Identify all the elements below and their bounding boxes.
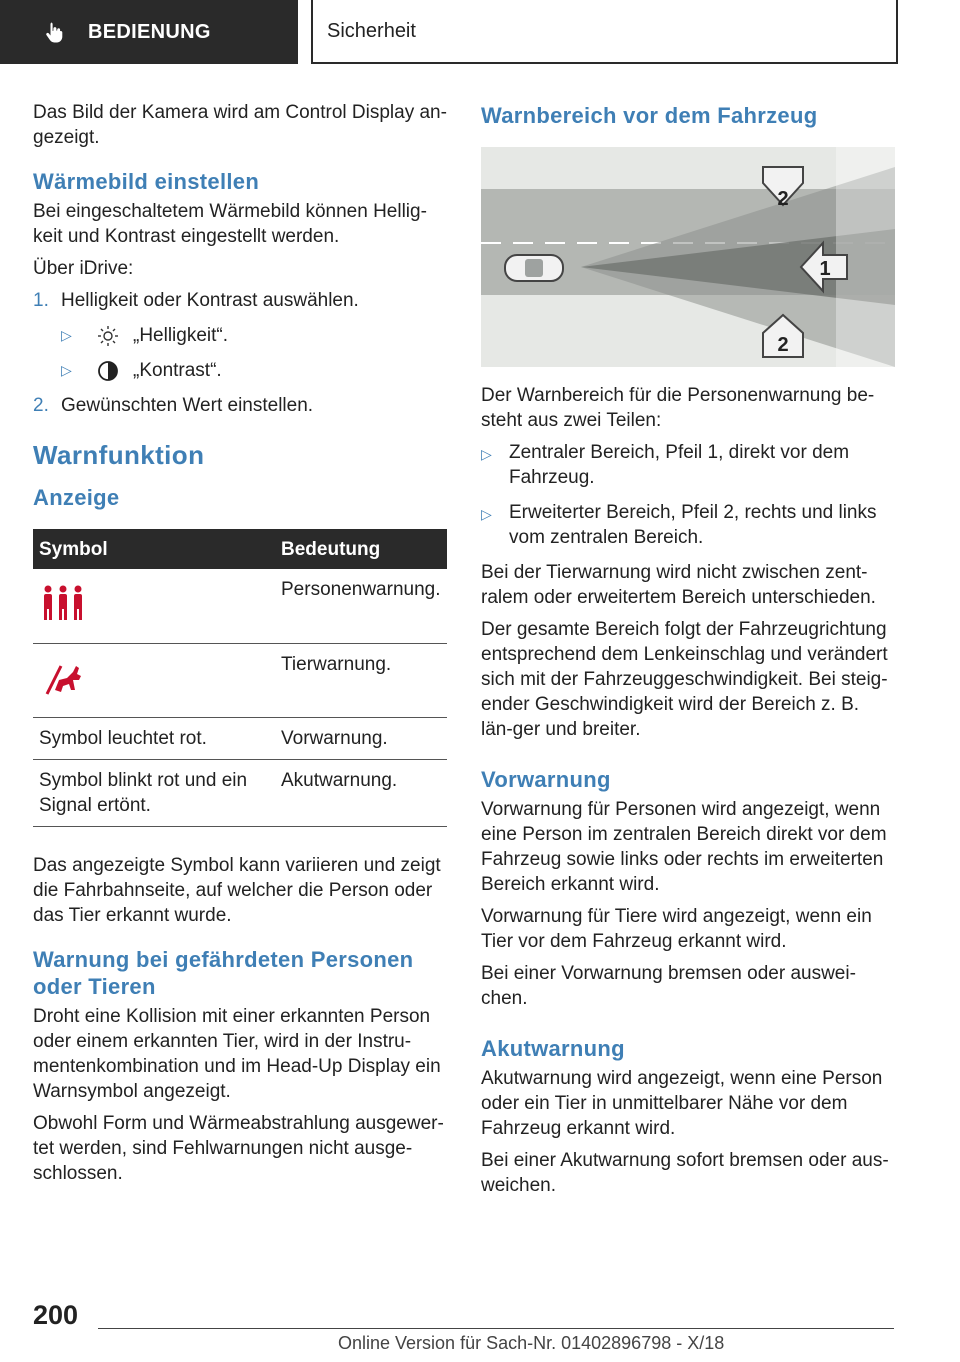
step-2 (33, 393, 447, 418)
bullet-triangle-icon: ▷ (61, 362, 72, 378)
idrive-label: Über iDrive: (33, 258, 134, 279)
substep-text: „Helligkeit“. (133, 325, 229, 346)
brightness-icon (93, 325, 123, 347)
vorwarnung-paragraph-2: Vorwarnung für Tiere wird angezeigt, wenn ein Tier vor dem Fahrzeug erkannt wird. (481, 906, 872, 952)
right-column (481, 100, 895, 1205)
warning-zone-diagram (481, 147, 895, 367)
svg-text:1: 1 (819, 258, 831, 280)
footer-text: Online Version für Sach-Nr. 01402896798 - X/18 (338, 1333, 725, 1353)
heading-warnung: Warnung bei gefährdeten Personen oder Tieren (33, 946, 414, 999)
table-header-meaning: Bedeutung (275, 529, 447, 569)
table-header-row (33, 529, 447, 569)
list-item-text: Zentraler Bereich, Pfeil 1, direkt vor dem Fahrzeug. (509, 442, 850, 488)
heading-akutwarnung: Akutwarnung (481, 1036, 625, 1061)
bereich-paragraph: Der gesamte Bereich folgt der Fahrzeugrichtung entsprechend dem Lenkeinschlag und verändert sich mit der Fahrzeuggeschwindigkeit. Bei steig‐ender Geschwindigkeit wird der Bereich z. B. län‐ger und breiter. (481, 619, 888, 740)
table-row (33, 717, 447, 759)
intro-paragraph: Das Bild der Kamera wird am Control Display an‐gezeigt. (33, 102, 447, 148)
chapter-label: Sicherheit (327, 19, 416, 42)
hand-pointer-icon (42, 20, 66, 44)
table-row (33, 569, 447, 643)
vehicle-icon (505, 255, 563, 281)
heading-anzeige: Anzeige (33, 485, 120, 510)
heading-warnbereich: Warnbereich vor dem Fahrzeug (481, 103, 818, 128)
bullet-triangle-icon: ▷ (61, 327, 72, 343)
table-cell-symbol (33, 569, 275, 643)
table-cell-meaning: Tierwarnung. (275, 643, 447, 717)
list-item (481, 440, 895, 490)
heading-vorwarnung: Vorwarnung (481, 767, 611, 792)
substep-helligkeit (61, 323, 447, 348)
section-label: BEDIENUNG (88, 20, 211, 43)
list-item-text: Erweiterter Bereich, Pfeil 2, rechts und links vom zentralen Bereich. (509, 502, 877, 548)
warnung-paragraph-1: Droht eine Kollision mit einer erkannten Person oder einem erkannten Tier, wird in der Instru‐mentenkombination und im Head-Up Display ein Warnsymbol angezeigt. (33, 1005, 441, 1102)
svg-text:2: 2 (777, 334, 789, 356)
vorwarnung-paragraph-1: Vorwarnung für Personen wird angezeigt, wenn eine Person im zentralen Bereich direkt vor dem Fahrzeug sowie links oder rechts im erweiterten Bereich erkannt wird. (481, 799, 887, 895)
chapter-tab (311, 0, 898, 64)
person-warning-icon (41, 583, 85, 623)
waermebild-paragraph: Bei eingeschaltetem Wärmebild können Hellig‐keit und Kontrast eingestellt werden. (33, 201, 427, 247)
page-number: 200 (33, 1300, 79, 1330)
symbol-table (33, 529, 447, 827)
table-cell-symbol: Symbol blinkt rot und ein Signal ertönt. (33, 759, 275, 826)
step-number: 1. (33, 290, 49, 311)
tierwarnung-paragraph: Bei der Tierwarnung wird nicht zwischen zent‐ralem oder erweitertem Bereich unterschieden. (481, 562, 876, 608)
step-1 (33, 288, 447, 313)
page-header (0, 0, 960, 66)
warnung-paragraph-2: Obwohl Form und Wärmeabstrahlung ausgewer‐tet werden, sind Fehlwarnungen nicht ausge‐schlossen. (33, 1112, 444, 1184)
left-column (33, 100, 447, 1193)
table-cell-meaning: Vorwarnung. (275, 717, 447, 759)
heading-waermebild: Wärmebild einstellen (33, 169, 260, 194)
bullet-triangle-icon: ▷ (481, 506, 492, 522)
akutwarnung-paragraph-2: Bei einer Akutwarnung sofort bremsen oder aus‐weichen. (481, 1150, 889, 1196)
table-cell-meaning: Akutwarnung. (275, 759, 447, 826)
table-row (33, 759, 447, 826)
step-text: Gewünschten Wert einstellen. (61, 395, 314, 416)
table-cell-symbol: Symbol leuchtet rot. (33, 717, 275, 759)
substep-text: „Kontrast“. (133, 360, 222, 381)
bullet-triangle-icon: ▷ (481, 446, 492, 462)
footer-divider (98, 1328, 894, 1329)
table-cell-symbol (33, 643, 275, 717)
after-table-paragraph: Das angezeigte Symbol kann variieren und zeigt die Fahrbahnseite, auf welcher die Person oder das Tier erkannt wurde. (33, 854, 441, 926)
step-text: Helligkeit oder Kontrast auswählen. (61, 290, 359, 311)
akutwarnung-paragraph-1: Akutwarnung wird angezeigt, wenn eine Person oder ein Tier in unmittelbarer Nähe vor dem Fahrzeug erkannt wird. (481, 1068, 883, 1139)
table-row (33, 643, 447, 717)
contrast-icon (93, 360, 123, 382)
table-cell-meaning: Personenwarnung. (275, 569, 447, 643)
table-header-symbol: Symbol (33, 529, 275, 569)
vorwarnung-paragraph-3: Bei einer Vorwarnung bremsen oder auswei‐chen. (481, 963, 856, 1009)
warnbereich-paragraph: Der Warnbereich für die Personenwarnung be‐steht aus zwei Teilen: (481, 385, 875, 431)
animal-warning-icon (43, 658, 87, 698)
section-tab (0, 0, 298, 64)
list-item (481, 500, 895, 550)
substep-kontrast (61, 358, 447, 383)
step-number: 2. (33, 395, 49, 416)
svg-text:2: 2 (777, 188, 789, 210)
heading-warnfunktion: Warnfunktion (33, 440, 205, 470)
